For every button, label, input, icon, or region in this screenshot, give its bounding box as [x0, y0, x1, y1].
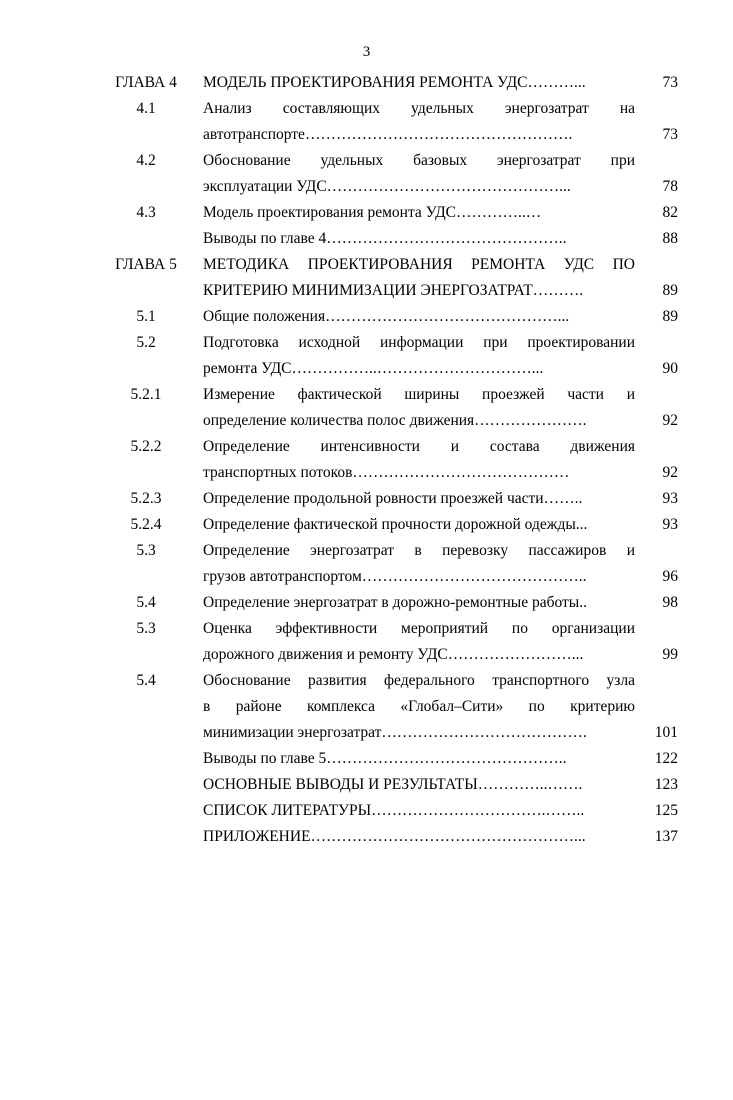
toc-entry-number: 4.3	[136, 204, 156, 221]
toc-entry	[0, 96, 733, 148]
toc-entry-number: ГЛАВА 4	[115, 74, 177, 91]
toc-entry-number: 5.2.1	[130, 386, 162, 403]
toc-entry	[0, 590, 733, 616]
toc-entry	[0, 148, 733, 200]
toc-entry-title	[203, 382, 635, 434]
toc-entry	[0, 824, 733, 850]
toc-entry-title	[203, 798, 635, 824]
toc-entry-title-line: автотранспорте…………………………………………….	[203, 126, 573, 143]
toc-entry-title-line: Выводы по главе 5………………………………………..	[203, 750, 567, 767]
toc-entry-title-line: эксплуатации УДС………………………………………...	[203, 178, 571, 195]
toc-entry-title-line: МЕТОДИКА ПРОЕКТИРОВАНИЯ РЕМОНТА УДС ПО	[203, 256, 635, 273]
toc-entry	[0, 252, 733, 304]
toc-entry	[0, 512, 733, 538]
toc-entry-title	[203, 824, 635, 850]
toc-entry-title	[203, 772, 635, 798]
toc-entry-title-line: Обоснование удельных базовых энергозатрат при	[203, 152, 635, 169]
toc-entry-title-line: Анализ составляющих удельных энергозатрат на	[203, 100, 635, 117]
toc-entry-page: 137	[654, 828, 678, 845]
toc-entry-title-line: Оценка эффективности мероприятий по организации	[203, 620, 635, 637]
toc-entry-title-line: транспортных потоков……………………………………	[203, 464, 570, 481]
toc-entry-title-line: Измерение фактической ширины проезжей части и	[203, 386, 635, 403]
toc-entry-title-line: ПРИЛОЖЕНИЕ……………………………………………...	[203, 828, 586, 845]
toc-entry-page: 96	[662, 568, 678, 585]
toc-entry-page: 101	[654, 724, 678, 741]
toc-entry	[0, 434, 733, 486]
toc-entry-title-line: КРИТЕРИЮ МИНИМИЗАЦИИ ЭНЕРГОЗАТРАТ……….	[203, 282, 584, 299]
page-number: 3	[362, 44, 371, 60]
toc-entry	[0, 486, 733, 512]
toc-entry-title	[203, 486, 635, 512]
toc-entry-page: 123	[654, 776, 678, 793]
toc-entry-title-line: Выводы по главе 4………………………………………..	[203, 230, 567, 247]
toc-entry-title-line: Определение энергозатрат в перевозку пассажиров и	[203, 542, 635, 559]
toc-entry-number: 5.4	[136, 594, 156, 611]
toc-entry-title	[203, 668, 635, 746]
toc-entry-title-line: МОДЕЛЬ ПРОЕКТИРОВАНИЯ РЕМОНТА УДС………...	[203, 74, 586, 91]
toc-entry-title-line: в районе комплекса «Глобал–Сити» по критерию	[203, 698, 635, 715]
toc-entry-title	[203, 616, 635, 668]
toc-entry-title-line: ремонта УДС……………..…………………………...	[203, 360, 544, 377]
toc-entry-title-line: Определение продольной ровности проезжей части……..	[203, 490, 583, 507]
toc-entry	[0, 330, 733, 382]
toc-entry-number: 5.2	[136, 334, 156, 351]
toc-entry	[0, 798, 733, 824]
toc-entry-title	[203, 746, 635, 772]
toc-entry-page: 89	[662, 282, 678, 299]
toc-entry-title	[203, 330, 635, 382]
toc-entry-title-line: минимизации энергозатрат………………………………….	[203, 724, 587, 741]
toc-entry-number: 5.2.3	[130, 490, 162, 507]
toc-entry-title-line: дорожного движения и ремонту УДС……………………...	[203, 646, 584, 663]
toc-entry-title	[203, 590, 635, 616]
toc-entry-page: 88	[662, 230, 678, 247]
toc-entry-title-line: Определение энергозатрат в дорожно-ремонтные работы..	[203, 594, 587, 611]
toc-entry-number: 5.1	[136, 308, 156, 325]
toc-entry-title-line: грузов автотранспортом……………………………………..	[203, 568, 587, 585]
toc-entry-page: 98	[662, 594, 678, 611]
toc-entry-page: 93	[662, 516, 678, 533]
toc-entry-title-line: Общие положения………………………………………...	[203, 308, 570, 325]
toc-entry-title-line: Подготовка исходной информации при проектировании	[203, 334, 635, 351]
toc-entry-number: 4.1	[136, 100, 156, 117]
toc-entry-title	[203, 252, 635, 304]
toc-entry	[0, 382, 733, 434]
toc-entry-page: 122	[654, 750, 678, 767]
toc-entry-number: ГЛАВА 5	[115, 256, 177, 273]
toc-entry	[0, 772, 733, 798]
toc-entry-number: 5.3	[136, 620, 156, 637]
toc-entry-page: 90	[662, 360, 678, 377]
toc-entry-page: 78	[662, 178, 678, 195]
toc-entry-title	[203, 96, 635, 148]
toc-entry-title-line: Модель проектирования ремонта УДС…………..…	[203, 204, 542, 221]
toc-entry-number: 5.2.2	[130, 438, 162, 455]
toc-entry-page: 82	[662, 204, 678, 221]
toc-entry	[0, 70, 733, 96]
toc-entry-title	[203, 304, 635, 330]
toc-entry-page: 92	[662, 464, 678, 481]
toc-entry-title	[203, 434, 635, 486]
toc-entry-title	[203, 538, 635, 590]
toc-entry-title	[203, 148, 635, 200]
toc-entry-title	[203, 226, 635, 252]
toc-entry	[0, 668, 733, 746]
toc-entry-title-line: Определение интенсивности и состава движения	[203, 438, 635, 455]
toc-entry-title	[203, 512, 635, 538]
toc-entry-page: 89	[662, 308, 678, 325]
toc-entry-title	[203, 70, 635, 96]
toc-entry	[0, 538, 733, 590]
toc-entry-title-line: Определение фактической прочности дорожной одежды...	[203, 516, 588, 533]
toc-entry	[0, 226, 733, 252]
toc-entry-page: 92	[662, 412, 678, 429]
toc-entry-number: 5.4	[136, 672, 156, 689]
toc-entry-number: 5.2.4	[130, 516, 162, 533]
toc-entry-number: 4.2	[136, 152, 156, 169]
toc-entry-page: 125	[654, 802, 678, 819]
toc-entry-page: 73	[662, 74, 678, 91]
toc-entry	[0, 304, 733, 330]
toc-entry-title-line: СПИСОК ЛИТЕРАТУРЫ…………………………….……..	[203, 802, 585, 819]
toc-entry-page: 93	[662, 490, 678, 507]
toc-entry	[0, 616, 733, 668]
toc-entry	[0, 746, 733, 772]
toc-entry-page: 73	[662, 126, 678, 143]
toc-entry-title-line: Обоснование развития федерального транспортного узла	[203, 672, 635, 689]
toc-entry-title	[203, 200, 635, 226]
toc-entry-number: 5.3	[136, 542, 156, 559]
toc-entry-title-line: определение количества полос движения………………….	[203, 412, 587, 429]
toc-entry-title-line: ОСНОВНЫЕ ВЫВОДЫ И РЕЗУЛЬТАТЫ…………..…….	[203, 776, 583, 793]
toc-entry	[0, 200, 733, 226]
toc-entry-page: 99	[662, 646, 678, 663]
